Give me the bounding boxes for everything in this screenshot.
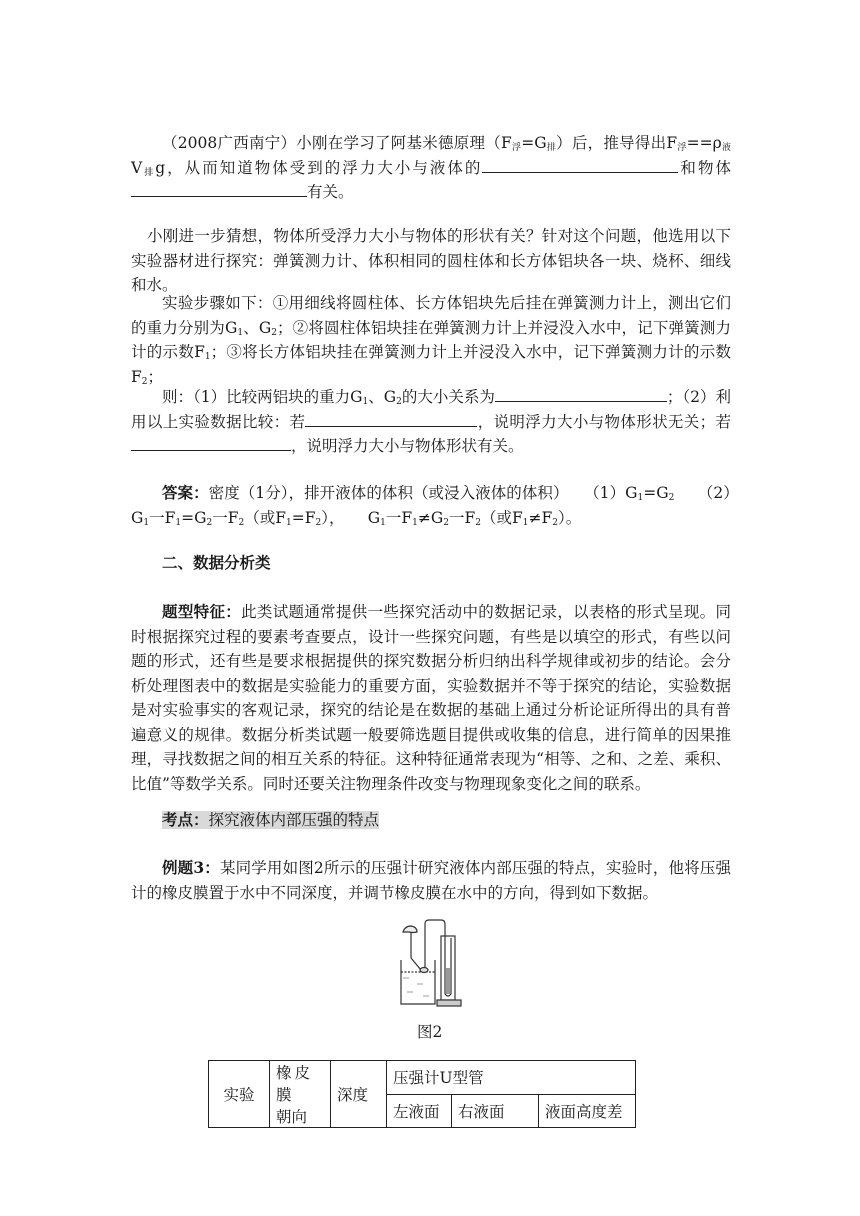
exam-point-label: 考点： [162,810,209,829]
text: 和物体 [678,158,731,177]
text: 、G [368,388,397,406]
subscript: 2 [271,327,278,338]
header-level-difference: 液面高度差 [539,1094,636,1128]
question-paragraph-1 [131,131,731,205]
subscript: 1 [412,517,418,528]
text: =G [181,508,207,527]
subscript: 2 [315,517,322,528]
text: 一F [448,508,476,527]
text: =G [643,484,669,502]
text: 小刚进一步猜想，物体所受浮力大小与物体的形状有关？针对这个问题，他选用以下实验器材进行探究：弹簧测力计、体积相同的圆柱体和长方体铝块各一块、烧杯、细线和水。 [131,227,731,294]
header-right-level: 右液面 [452,1094,539,1128]
text: 一F [212,508,239,527]
answer-blank-1[interactable] [482,156,678,173]
text: 则：（1）比较两铝块的重力G [162,388,363,406]
text: 的大小关系为 [401,388,495,406]
subscript: 2 [668,493,675,503]
figure-caption: 图2 [417,1023,443,1041]
header-text: 橡皮膜 [276,1064,314,1104]
example-paragraph [131,856,731,905]
header-u-tube: 压强计U型管 [387,1061,636,1095]
text: V [131,158,143,177]
subscript: 2 [206,517,213,528]
text: ，说明浮力大小与物体形状无关；若 [477,412,731,431]
text: ）。 [557,508,582,527]
subscript: 液 [721,143,731,153]
text: 一F [149,508,176,527]
text: 某同学用如图2所示的压强计研究液体内部压强的特点，实验时，他将压强计的橡皮膜置于水中不同深度，并调节橡皮膜在水中的方向，得到如下数据。 [131,859,731,902]
question-paragraph-4 [131,385,731,459]
subscript: 2 [238,517,245,528]
answer-paragraph [131,481,731,530]
text: 有关。 [307,183,354,201]
text: （或F [244,508,286,527]
header-membrane-direction [270,1061,331,1128]
header-left-level: 左液面 [387,1094,452,1128]
text: 探究液体内部压强的特点 [208,811,380,829]
question-paragraph-3 [131,291,731,389]
heading-text: 二、数据分析类 [162,553,271,572]
pressure-gauge-figure [397,918,467,1010]
subscript: 1 [637,493,644,503]
example-label: 例题3： [162,858,220,877]
answer-blank-2[interactable] [131,180,307,197]
text: 实验步骤如下：①用细线将圆柱体、长方体铝块先后挂在弹簧测力计上，测出它们的重力分别为G [131,294,731,337]
subscript: 1 [286,517,292,528]
text: ≠F [528,508,553,527]
text: ；③将长方体铝块挂在弹簧测力计上并浸没入水中，记下弹簧测力计的示数F [131,343,731,386]
subscript: 1 [522,517,529,528]
subscript: 浮 [511,143,522,153]
text: ）， G [321,508,381,527]
answer-label: 答案： [162,483,209,502]
subscript: 2 [396,397,402,407]
answer-blank-3[interactable] [495,385,667,402]
subscript: 1 [143,517,150,528]
text: =F [291,508,316,527]
subscript: 排 [546,143,557,153]
text: 、G [243,318,272,337]
text: ； [147,367,164,386]
text: ；（2）利用以上实验数据比较：若 [131,388,731,431]
feature-label: 题型特征： [162,602,242,621]
text: g，从而知道物体受到的浮力大小与液体的 [155,158,483,177]
feature-paragraph [131,600,731,796]
subscript: 1 [362,397,369,407]
subscript: 1 [204,352,211,362]
subscript: 1 [175,517,182,528]
subscript: 2 [475,517,481,528]
header-experiment: 实验 [209,1061,270,1128]
section-heading [162,551,722,576]
data-table [208,1060,636,1128]
question-paragraph-2 [131,224,731,298]
subscript: 1 [237,327,244,338]
exam-point-highlight [162,811,379,829]
text: 密度（1分），排开液体的体积（或浸入液体的体积） （1）G [208,484,638,502]
answer-blank-4[interactable] [305,410,477,427]
subscript: 2 [141,376,148,387]
text: ；②将圆柱体铝块挂在弹簧测力计上并浸没入水中，记下弹簧测力计的示数F [131,318,731,361]
subscript: 2 [552,517,558,528]
text: ≠G [417,508,444,527]
exam-point [162,808,722,833]
text: =G [521,134,547,152]
answer-blank-5[interactable] [131,434,291,451]
text: （2）G [131,484,731,527]
text: ，说明浮力大小与物体形状有关。 [291,437,524,455]
header-depth: 深度 [331,1061,387,1128]
subscript: 浮 [677,143,687,153]
text: ==ρ [686,134,722,152]
text: 一F [385,508,413,527]
subscript: 1 [380,517,386,528]
text: （或F [480,508,523,527]
text: （2008广西南宁）小刚在学习了阿基米德原理（F [162,134,512,152]
subscript: 2 [443,517,449,528]
header-text: 朝向 [276,1108,308,1126]
text: 此类试题通常提供一些探究活动中的数据记录，以表格的形式呈现。同时根据探究过程的要素考查要点，设计一些探究问题，有些是以填空的形式，有些以问题的形式，还有些是要求根据提供的探究数据分析归纳出科学规律或初步的结论。会分析处理图表中的数据是实验能力的重要方面，实验数据并不等于探究的结论，实验数据是对实验事实的客观记录，探究的结论是在数据的基础上通过分析论证所得出的具有普遍意义的规律。数据分析类试题一般要筛选题目提供或收集的信息，进行简单的因果推理，寻找数据之间的相互关系的特征。这种特征通常表现为“相等、之和、之差、乘积、比值”等数学关系。同时还要关注物理条件改变与物理现象变化之间的联系。 [131,603,731,793]
text: ）后，推导得出F [556,134,678,152]
subscript: 排 [142,167,156,178]
